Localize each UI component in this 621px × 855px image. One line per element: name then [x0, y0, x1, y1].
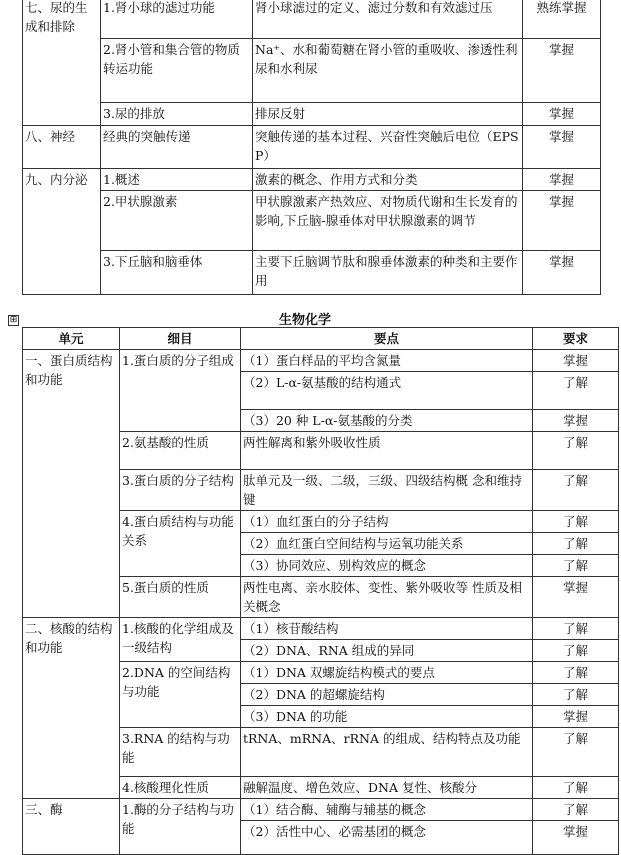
detail-cell: 经典的突触传递	[101, 126, 253, 169]
detail-cell: 1.肾小球的滤过功能	[101, 0, 253, 39]
unit-cell: 二、核酸的结构和功能	[23, 618, 120, 799]
point-cell: 两性电离、亲水胶体、变性、紫外吸收等 性质及相关概念	[241, 577, 533, 618]
table-row	[23, 191, 601, 251]
header-row	[23, 328, 619, 350]
point-cell: 突触传递的基本过程、兴奋性突触后电位（EPSP）	[253, 126, 523, 169]
point-cell: Na⁺、水和葡萄糖在肾小管的重吸收、渗透性利尿和水利尿	[253, 39, 523, 103]
point-cell: （1）蛋白样品的平均含氮量	[241, 350, 533, 372]
header-point: 要点	[241, 328, 533, 350]
point-cell: （1）结合酶、辅酶与辅基的概念	[241, 799, 533, 821]
point-cell: （2）DNA 的超螺旋结构	[241, 684, 533, 706]
header-unit: 单元	[23, 328, 120, 350]
detail-cell: 1.蛋白质的分子组成	[120, 350, 241, 432]
req-cell: 掌握	[523, 39, 601, 103]
detail-cell: 1.酶的分子结构与功能	[120, 799, 241, 855]
biochemistry-table	[22, 327, 619, 855]
detail-cell: 1.核酸的化学组成及一级结构	[120, 618, 241, 662]
point-cell: 甲状腺激素产热效应、对物质代谢和生长发育的影响,下丘脑-腺垂体对甲状腺激素的调节	[253, 191, 523, 251]
point-cell: （3）协同效应、别构效应的概念	[241, 555, 533, 577]
table-row	[23, 618, 619, 640]
detail-cell: 2.氨基酸的性质	[120, 432, 241, 470]
req-cell: 了解	[533, 684, 619, 706]
req-cell: 了解	[533, 777, 619, 799]
point-cell: 肽单元及一级、二级，三级、四级结构概 念和维持键	[241, 470, 533, 511]
table-row	[23, 0, 601, 39]
table-row	[23, 103, 601, 126]
req-cell: 掌握	[533, 350, 619, 372]
point-cell: （2）L-α-氨基酸的结构通式	[241, 372, 533, 410]
detail-cell: 5.蛋白质的性质	[120, 577, 241, 618]
req-cell: 了解	[533, 511, 619, 533]
table-row	[23, 39, 601, 103]
req-cell: 了解	[533, 640, 619, 662]
header-detail: 细目	[120, 328, 241, 350]
req-cell: 了解	[533, 533, 619, 555]
point-cell: （1）DNA 双螺旋结构模式的要点	[241, 662, 533, 684]
req-cell: 了解	[533, 432, 619, 470]
point-cell: （3）DNA 的功能	[241, 706, 533, 728]
point-cell: （1）核苷酸结构	[241, 618, 533, 640]
physiology-table	[22, 0, 601, 295]
req-cell: 了解	[533, 799, 619, 821]
unit-cell: 三、酶	[23, 799, 120, 855]
point-cell: （3）20 种 L-α-氨基酸的分类	[241, 410, 533, 432]
point-cell: （1）血红蛋白的分子结构	[241, 511, 533, 533]
unit-cell: 九、内分泌	[23, 169, 101, 295]
req-cell: 了解	[533, 618, 619, 640]
req-cell: 掌握	[533, 821, 619, 855]
table-move-handle-icon[interactable]: ⊞	[9, 315, 18, 325]
req-cell: 熟练掌握	[523, 0, 601, 39]
detail-cell: 4.蛋白质结构与功能关系	[120, 511, 241, 577]
section-title: 生物化学	[279, 313, 332, 328]
detail-cell: 3.RNA 的结构与功能	[120, 728, 241, 777]
req-cell: 掌握	[533, 410, 619, 432]
detail-cell: 4.核酸理化性质	[120, 777, 241, 799]
point-cell: 肾小球滤过的定义、滤过分数和有效滤过压	[253, 0, 523, 39]
detail-cell: 2.DNA 的空间结构与功能	[120, 662, 241, 728]
point-cell: 排尿反射	[253, 103, 523, 126]
detail-cell: 2.甲状腺激素	[101, 191, 253, 251]
point-cell: （2）DNA、RNA 组成的异同	[241, 640, 533, 662]
detail-cell: 1.概述	[101, 169, 253, 191]
point-cell: （2）活性中心、必需基团的概念	[241, 821, 533, 855]
req-cell: 掌握	[523, 191, 601, 251]
req-cell: 掌握	[533, 706, 619, 728]
req-cell: 了解	[533, 728, 619, 777]
req-cell: 掌握	[523, 251, 601, 295]
detail-cell: 2.肾小管和集合管的物质转运功能	[101, 39, 253, 103]
point-cell: 两性解离和紫外吸收性质	[241, 432, 533, 470]
table-row	[23, 169, 601, 191]
req-cell: 了解	[533, 470, 619, 511]
req-cell: 了解	[533, 372, 619, 410]
point-cell: 融解温度、增色效应、DNA 复性、核酸分	[241, 777, 533, 799]
point-cell: 激素的概念、作用方式和分类	[253, 169, 523, 191]
unit-cell: 一、蛋白质结构和功能	[23, 350, 120, 618]
table-row	[23, 799, 619, 821]
point-cell: （2）血红蛋白空间结构与运氧功能关系	[241, 533, 533, 555]
point-cell: 主要下丘脑调节肽和腺垂体激素的种类和主要作用	[253, 251, 523, 295]
unit-cell: 八、神经	[23, 126, 101, 169]
detail-cell: 3.下丘脑和脑垂体	[101, 251, 253, 295]
req-cell: 掌握	[523, 103, 601, 126]
table-row	[23, 251, 601, 295]
header-req: 要求	[533, 328, 619, 350]
point-cell: tRNA、mRNA、rRNA 的组成、结构特点及功能	[241, 728, 533, 777]
req-cell: 掌握	[523, 126, 601, 169]
req-cell: 了解	[533, 662, 619, 684]
table-row	[23, 350, 619, 372]
unit-cell: 七、尿的生成和排除	[23, 0, 101, 126]
req-cell: 掌握	[533, 577, 619, 618]
detail-cell: 3.尿的排放	[101, 103, 253, 126]
req-cell: 掌握	[523, 169, 601, 191]
detail-cell: 3.蛋白质的分子结构	[120, 470, 241, 511]
table-row	[23, 126, 601, 169]
req-cell: 了解	[533, 555, 619, 577]
